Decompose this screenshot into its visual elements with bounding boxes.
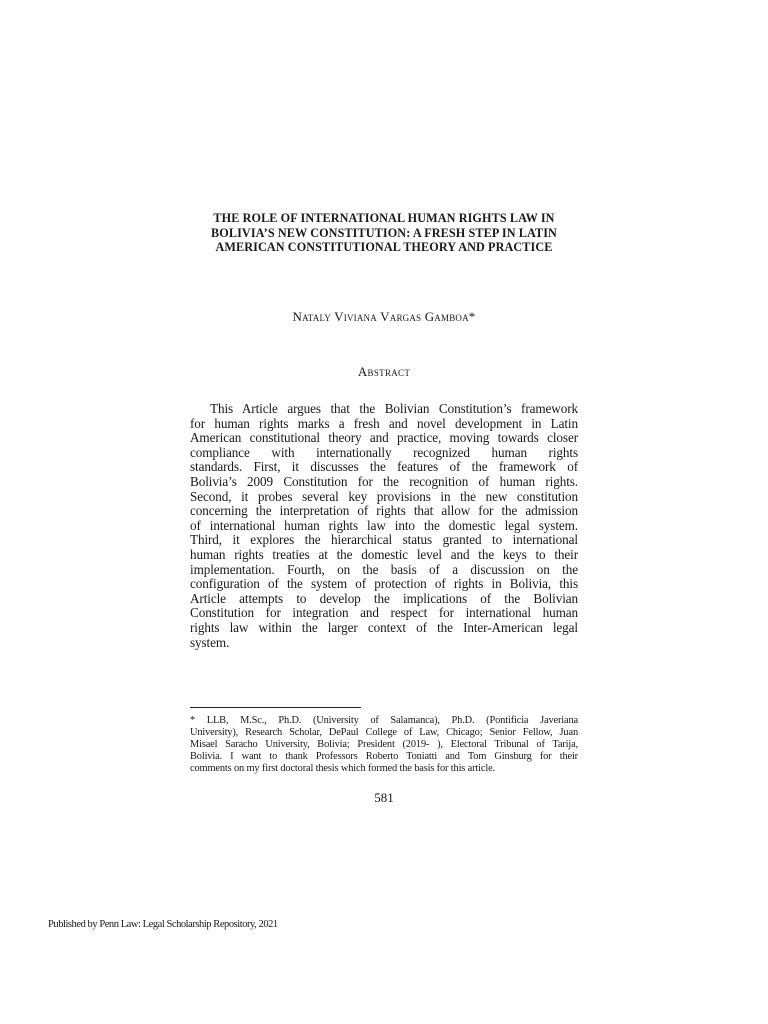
footnote-line: comments on my first doctoral thesis which formed the basis for this article. [190,763,496,774]
article-title [180,211,588,255]
footnote-divider [190,707,361,708]
abstract-line: implementation. Fourth, on the basis of a discussion on the [190,561,578,577]
abstract-line: Bolivia’s 2009 Constitution for the recognition of human rights. [190,473,578,489]
abstract-line: system. [190,634,230,650]
abstract-line: Article attempts to develop the implications of the Bolivian [190,590,578,606]
title-line: THE ROLE OF INTERNATIONAL HUMAN RIGHTS LAW IN [213,211,555,225]
abstract-line: This Article argues that the Bolivian Constitution’s framework [210,401,578,416]
abstract-line: for human rights marks a fresh and novel development in Latin [190,415,578,431]
abstract-line: configuration of the system of protection of rights in Bolivia, this [190,576,578,592]
abstract-line: Second, it probes several key provisions in the new constitution [190,488,578,504]
abstract-line: American constitutional theory and practice, moving towards closer [190,430,578,446]
abstract-line: of international human rights law into the domestic legal system. [190,517,578,533]
author-footnote [190,715,578,775]
abstract-body [190,402,578,650]
footnote-line: Bolivia. I want to thank Professors Roberto Toniatti and Tom Ginsburg for their [190,751,578,762]
abstract-line: rights law within the larger context of the Inter-American legal [190,619,578,635]
abstract-heading: Abstract [357,364,411,379]
author-name: Nataly Viviana Vargas Gamboa* [292,309,476,324]
abstract-line: concerning the interpretation of rights that allow for the admission [190,503,578,519]
footnote-line: Misael Saracho University, Bolivia; President (2019- ), Electoral Tribunal of Tarija, [190,739,578,750]
abstract-line: Constitution for integration and respect for international human [190,605,578,621]
abstract-line: standards. First, it discusses the features of the framework of [190,459,578,475]
title-line: AMERICAN CONSTITUTIONAL THEORY AND PRACTICE [215,240,553,255]
footnote-line: * LLB, M.Sc., Ph.D. (University of Salamanca), Ph.D. (Pontificia Javeriana [190,715,578,726]
abstract-line: Third, it explores the hierarchical status granted to international [190,532,578,548]
abstract-line: compliance with internationally recognized human rights [190,444,578,460]
page-number: 581 [374,790,394,805]
abstract-line: human rights treaties at the domestic level and the keys to their [190,546,578,562]
publisher-footer: Published by Penn Law: Legal Scholarship Repository, 2021 [48,919,278,930]
footnote-line: University), Research Scholar, DePaul College of Law, Chicago; Senior Fellow, Juan [190,727,578,738]
title-line: BOLIVIA’S NEW CONSTITUTION: A FRESH STEP IN LATIN [211,225,557,240]
